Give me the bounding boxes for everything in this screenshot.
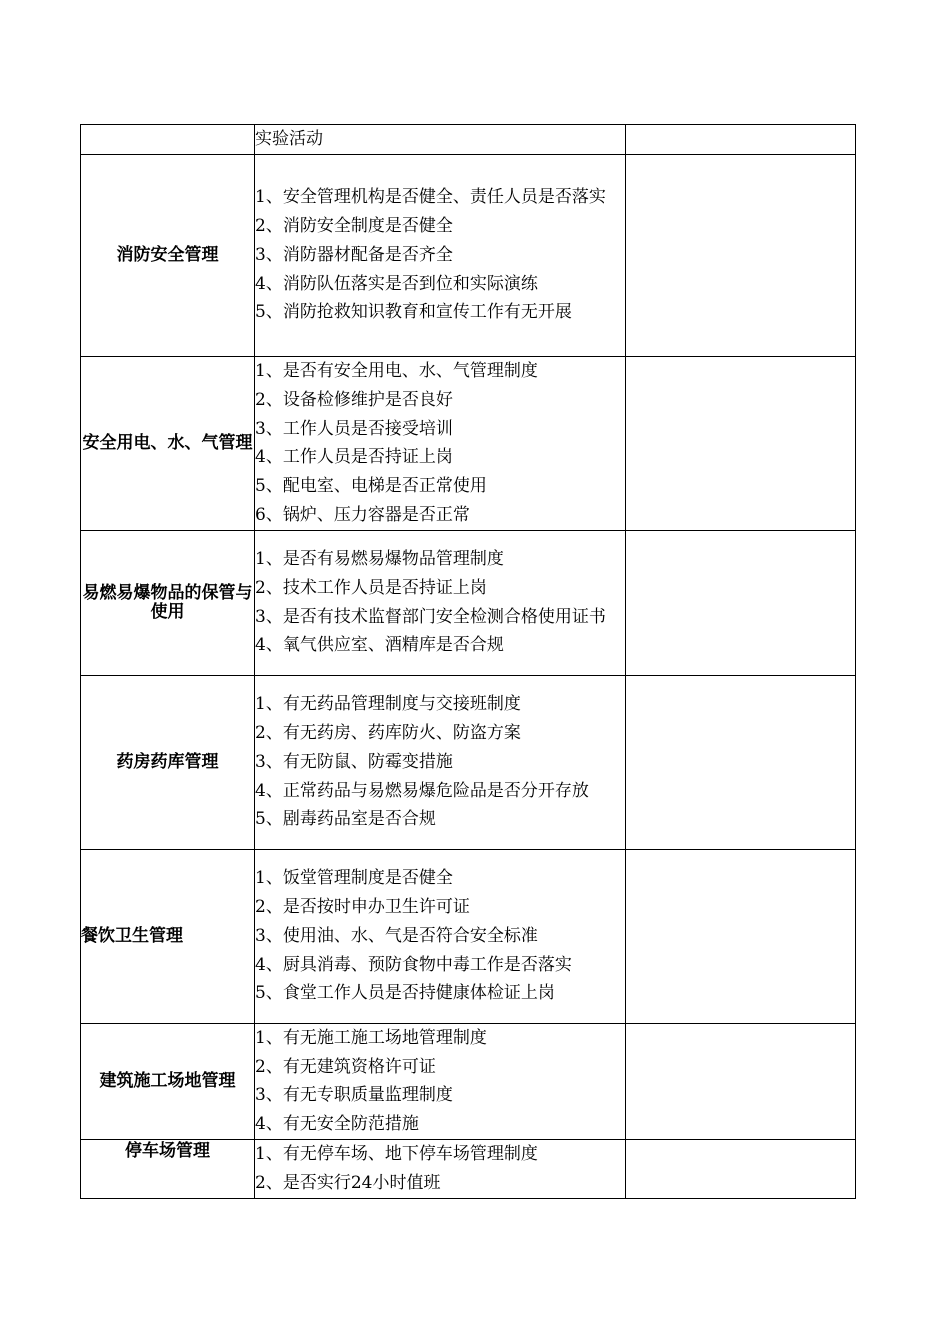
list-item: 4、有无安全防范措施 bbox=[255, 1113, 419, 1134]
category-cell: 药房药库管理 bbox=[81, 675, 255, 849]
table-row bbox=[81, 125, 856, 155]
table-row bbox=[81, 530, 856, 675]
category-cell bbox=[81, 125, 255, 155]
list-item: 2、是否按时申办卫生许可证 bbox=[255, 897, 470, 918]
list-item: 3、有无专职质量监理制度 bbox=[255, 1085, 453, 1106]
list-item: 2、有无药房、药库防火、防盗方案 bbox=[255, 723, 521, 744]
list-item: 1、饭堂管理制度是否健全 bbox=[255, 868, 453, 889]
list-item: 5、配电室、电梯是否正常使用 bbox=[255, 475, 487, 496]
list-item: 3、是否有技术监督部门安全检测合格使用证书 bbox=[255, 606, 606, 627]
table-row bbox=[81, 154, 856, 356]
category-cell: 餐饮卫生管理 bbox=[81, 849, 255, 1023]
list-item: 4、正常药品与易燃易爆危险品是否分开存放 bbox=[255, 780, 589, 801]
list-item: 2、技术工作人员是否持证上岗 bbox=[255, 578, 487, 598]
list-item: 2、有无建筑资格许可证 bbox=[255, 1056, 436, 1077]
list-item: 1、是否有易燃易爆物品管理制度 bbox=[255, 549, 504, 570]
category-cell: 消防安全管理 bbox=[81, 154, 255, 356]
list-item: 2、消防安全制度是否健全 bbox=[255, 216, 453, 237]
remarks-cell bbox=[626, 154, 856, 356]
list-item: 1、是否有安全用电、水、气管理制度 bbox=[255, 361, 538, 382]
list-item: 实验活动 bbox=[255, 129, 323, 149]
remarks-cell bbox=[626, 849, 856, 1023]
list-item: 4、工作人员是否持证上岗 bbox=[255, 447, 453, 468]
list-item: 5、食堂工作人员是否持健康体检证上岗 bbox=[255, 983, 555, 1004]
list-item: 1、有无药品管理制度与交接班制度 bbox=[255, 694, 521, 715]
table-row bbox=[81, 1139, 856, 1198]
category-cell: 安全用电、水、气管理 bbox=[81, 356, 255, 530]
list-item: 4、消防队伍落实是否到位和实际演练 bbox=[255, 273, 538, 294]
remarks-cell bbox=[626, 1139, 856, 1198]
table-row bbox=[81, 1023, 856, 1139]
category-cell: 停车场管理 bbox=[81, 1139, 255, 1198]
items-cell bbox=[255, 1023, 626, 1139]
remarks-cell bbox=[626, 356, 856, 530]
items-cell bbox=[255, 530, 626, 675]
list-item: 4、厨具消毒、预防食物中毒工作是否落实 bbox=[255, 954, 572, 975]
items-cell bbox=[255, 1139, 626, 1198]
list-item: 1、安全管理机构是否健全、责任人员是否落实 bbox=[255, 187, 606, 208]
list-item: 4、氧气供应室、酒精库是否合规 bbox=[255, 635, 504, 656]
remarks-cell bbox=[626, 125, 856, 155]
list-item: 2、设备检修维护是否良好 bbox=[255, 389, 453, 410]
list-item: 3、使用油、水、气是否符合安全标准 bbox=[255, 925, 538, 946]
category-cell: 建筑施工场地管理 bbox=[81, 1023, 255, 1139]
safety-inspection-table bbox=[80, 124, 856, 1199]
items-cell bbox=[255, 125, 626, 155]
list-item: 3、工作人员是否接受培训 bbox=[255, 418, 453, 439]
remarks-cell bbox=[626, 530, 856, 675]
remarks-cell bbox=[626, 1023, 856, 1139]
list-item: 1、有无停车场、地下停车场管理制度 bbox=[255, 1144, 538, 1164]
remarks-cell bbox=[626, 675, 856, 849]
list-item: 2、是否实行24小时值班 bbox=[255, 1172, 441, 1193]
items-cell bbox=[255, 356, 626, 530]
table-row bbox=[81, 849, 856, 1023]
items-cell bbox=[255, 675, 626, 849]
list-item: 1、有无施工施工场地管理制度 bbox=[255, 1027, 487, 1048]
list-item: 5、消防抢救知识教育和宣传工作有无开展 bbox=[255, 302, 572, 323]
items-cell bbox=[255, 154, 626, 356]
list-item: 6、锅炉、压力容器是否正常 bbox=[255, 504, 470, 525]
items-cell bbox=[255, 849, 626, 1023]
list-item: 5、剧毒药品室是否合规 bbox=[255, 809, 436, 830]
list-item: 3、消防器材配备是否齐全 bbox=[255, 244, 453, 265]
table-row bbox=[81, 675, 856, 849]
table-row bbox=[81, 356, 856, 530]
list-item: 3、有无防鼠、防霉变措施 bbox=[255, 751, 453, 772]
category-cell: 易燃易爆物品的保管与使用 bbox=[81, 530, 255, 675]
